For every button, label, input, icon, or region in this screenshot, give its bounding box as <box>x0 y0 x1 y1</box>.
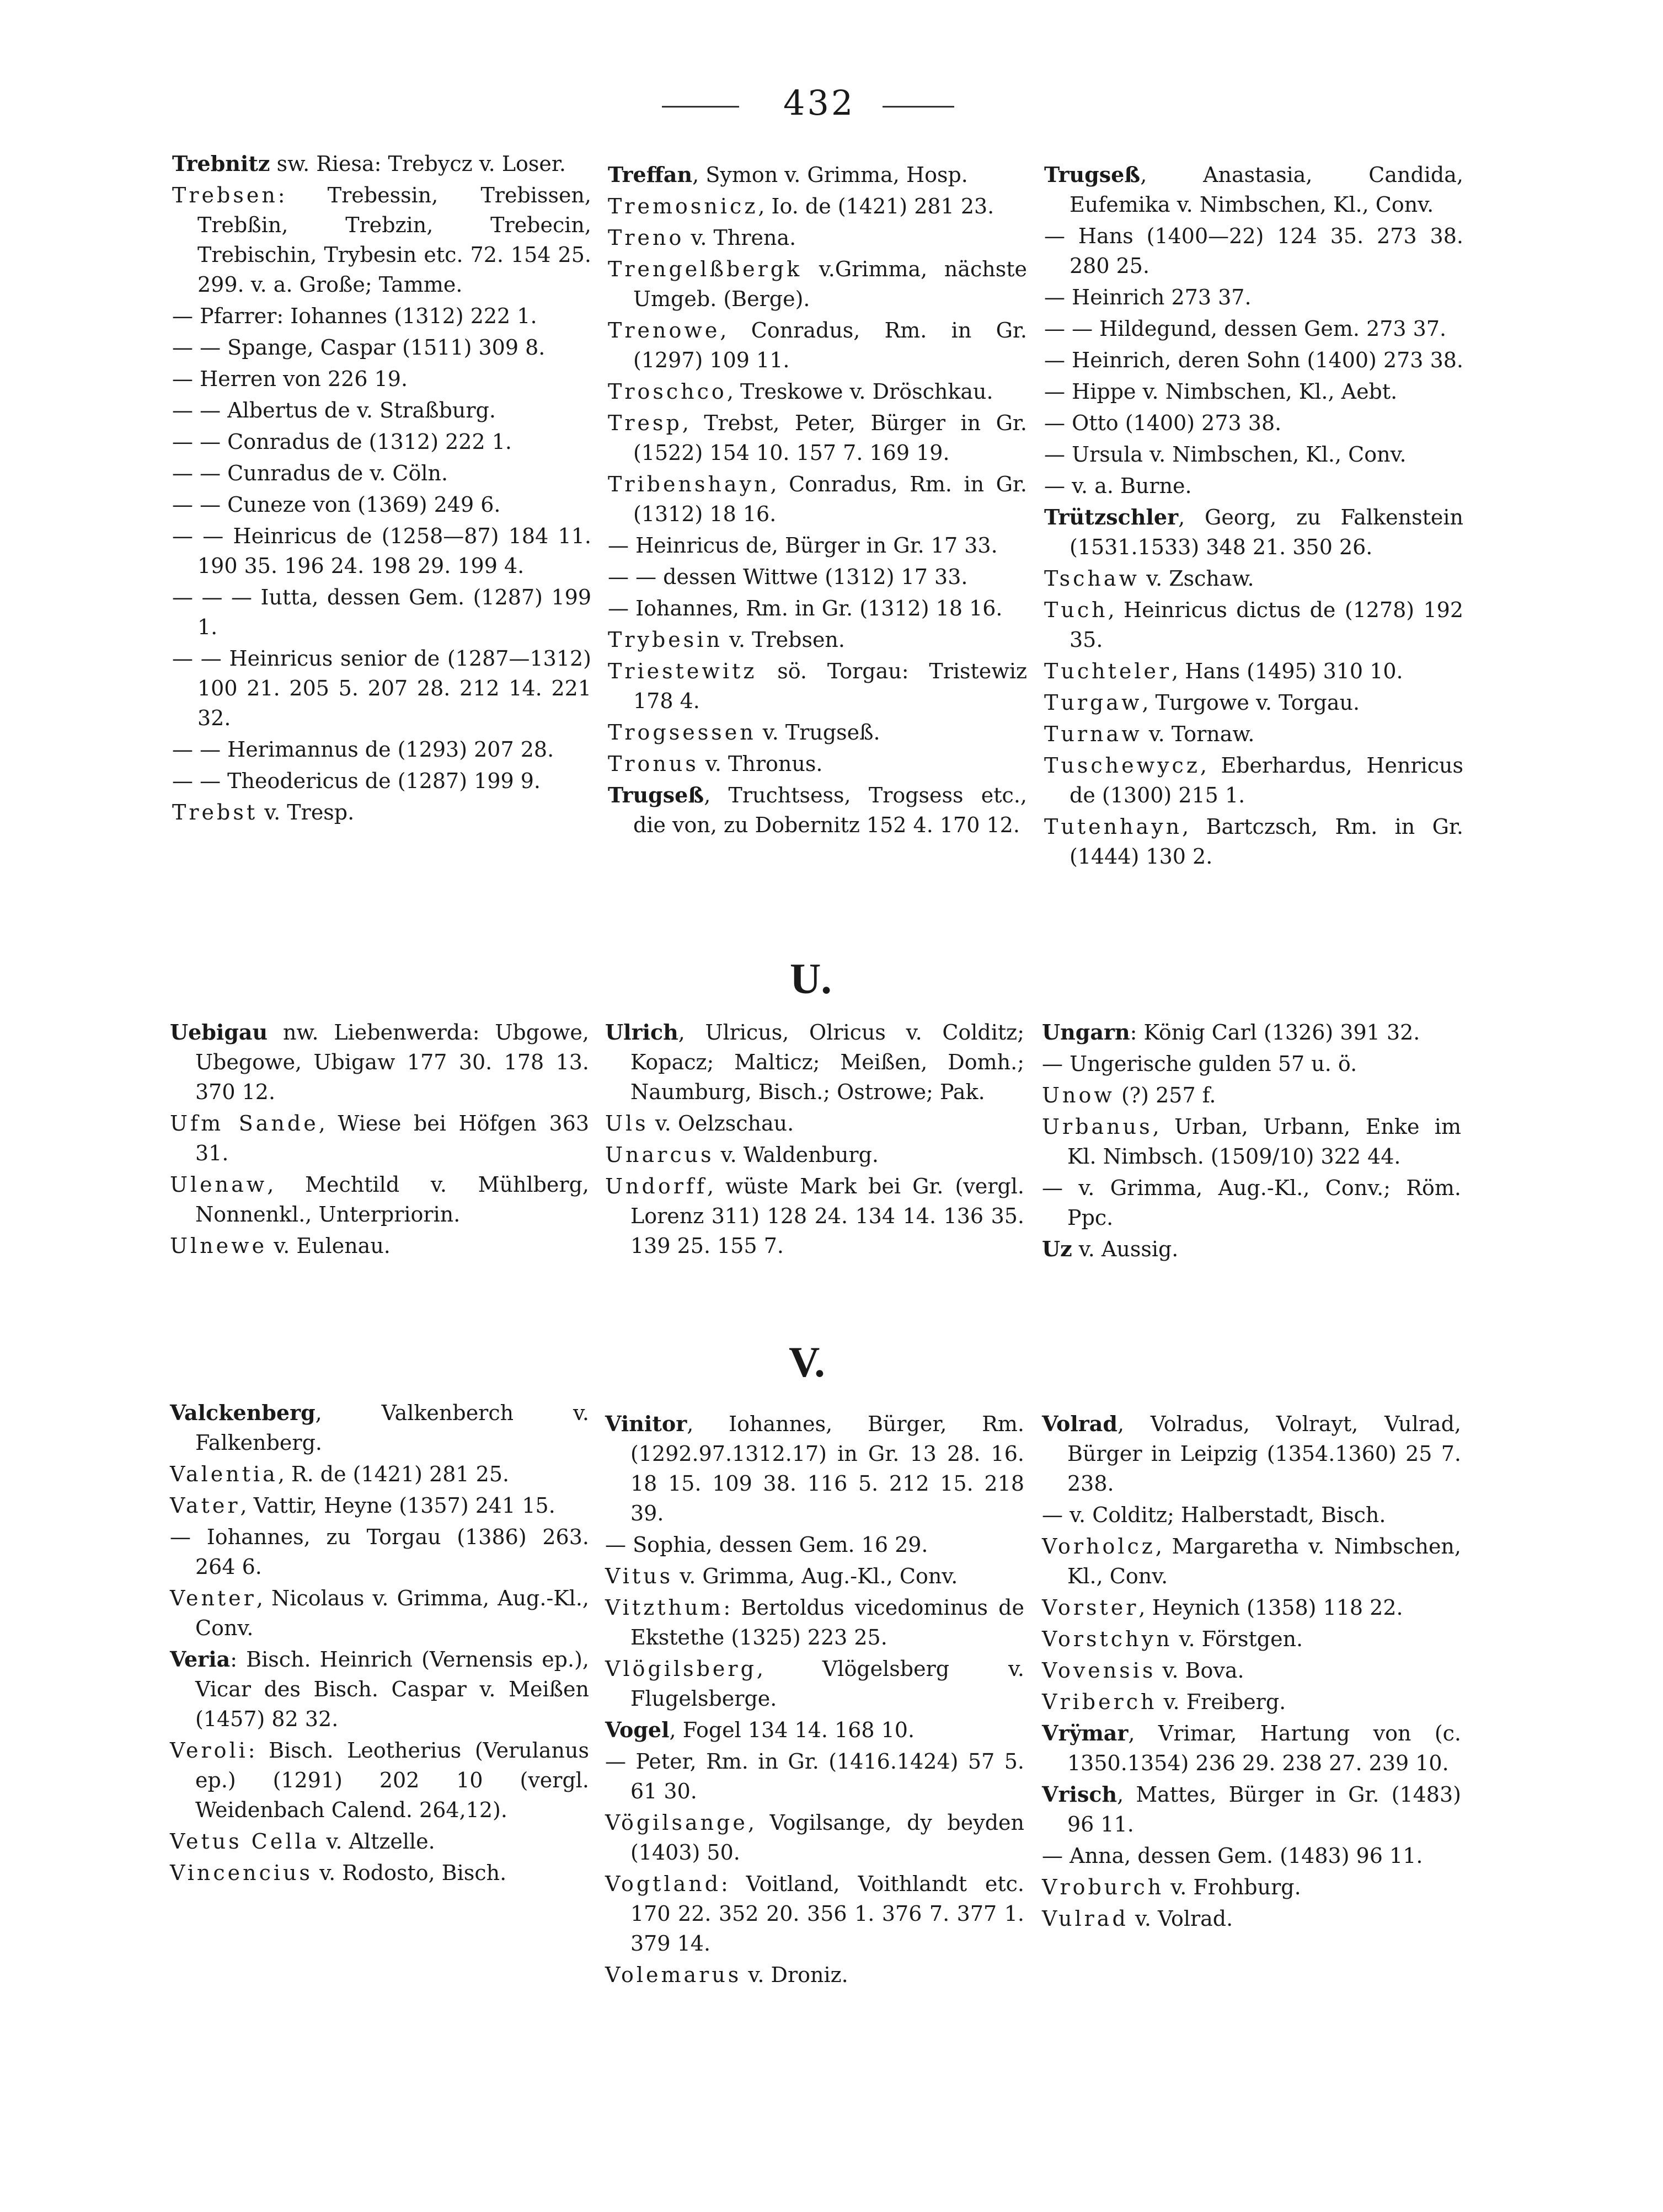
entry-text: v. Oelzschau. <box>648 1111 794 1136</box>
entry-text: v. Volrad. <box>1128 1906 1233 1931</box>
index-entry <box>605 1017 1024 1107</box>
entry-headword: Vogtland <box>605 1872 721 1896</box>
index-entry <box>170 1827 589 1856</box>
entry-text: , Wiese bei Höfgen 363 31. <box>195 1111 589 1165</box>
entry-headword: Vitzthum <box>605 1595 724 1620</box>
entry-text: , Heynich (1358) 118 22. <box>1138 1595 1403 1620</box>
entry-text: — — — Iutta, dessen Gem. (1287) 199 1. <box>172 585 591 639</box>
index-entry <box>170 1170 589 1229</box>
index-entry <box>1042 1531 1461 1591</box>
entry-text: — Herren von 226 19. <box>172 367 408 391</box>
page-header <box>0 83 1663 127</box>
index-entry <box>608 377 1027 406</box>
index-entry <box>172 490 591 519</box>
index-entry <box>172 364 591 394</box>
index-entry <box>605 1108 1024 1138</box>
entry-headword: Uz <box>1042 1236 1072 1261</box>
index-entry <box>1044 502 1463 562</box>
index-entry <box>608 656 1027 716</box>
index-column <box>1042 1017 1461 1266</box>
index-column <box>608 160 1027 842</box>
index-entry <box>1044 160 1463 219</box>
entry-text: — Ursula v. Nimbschen, Kl., Conv. <box>1044 442 1407 467</box>
index-entry <box>1042 1780 1461 1839</box>
entry-text: v. Rodosto, Bisch. <box>313 1861 507 1885</box>
entry-text: , Anastasia, Candida, Eufemika v. Nimbschen, Kl., Conv. <box>1070 163 1463 217</box>
entry-text: — Hippe v. Nimbschen, Kl., Aebt. <box>1044 379 1398 404</box>
index-entry <box>1044 221 1463 281</box>
entry-text: v. Trugseß. <box>756 720 880 745</box>
entry-headword: Ufm Sande <box>170 1111 319 1136</box>
entry-text: — — Heinricus senior de (1287—1312) 100 21. 205 5. 207 28. 212 14. 221 32. <box>172 646 591 730</box>
entry-text: — — Theodericus de (1287) 199 9. <box>172 769 541 793</box>
entry-text: — Peter, Rm. in Gr. (1416.1424) 57 5. 61 30. <box>605 1749 1024 1803</box>
entry-headword: Vovensis <box>1042 1658 1156 1683</box>
entry-text: sö. Torgau: Tristewiz 178 4. <box>633 659 1027 713</box>
entry-headword: Trebnitz <box>172 151 270 176</box>
entry-text: v. Tresp. <box>258 800 355 824</box>
index-entry <box>605 1747 1024 1806</box>
index-entry <box>172 458 591 488</box>
entry-text: — Pfarrer: Iohannes (1312) 222 1. <box>172 304 537 328</box>
index-entry <box>608 531 1027 560</box>
index-entry <box>605 1530 1024 1560</box>
entry-headword: Troschco <box>608 379 727 404</box>
index-column <box>605 1409 1024 1991</box>
index-entry <box>605 1171 1024 1261</box>
index-entry <box>170 1017 589 1107</box>
index-entry <box>608 223 1027 253</box>
entry-headword: Vlögilsberg <box>605 1657 757 1681</box>
entry-text: : Bisch. Leotherius (Verulanus ep.) (1291) 202 10 (vergl. Weidenbach Calend. 264,12). <box>195 1738 589 1822</box>
entry-text: (?) 257 f. <box>1114 1083 1216 1107</box>
entry-text: v. Aussig. <box>1072 1237 1179 1261</box>
index-entry <box>608 717 1027 747</box>
entry-headword: Trebsen <box>172 183 278 207</box>
index-entry <box>170 1398 589 1458</box>
index-entry <box>170 1108 589 1168</box>
index-entry <box>608 315 1027 375</box>
index-entry <box>170 1645 589 1734</box>
entry-text: : Bisch. Heinrich (Vernensis ep.), Vicar des Bisch. Caspar v. Meißen (1457) 82 32. <box>195 1647 589 1731</box>
entry-headword: Trengelßbergk <box>608 257 803 281</box>
index-entry <box>605 1140 1024 1170</box>
index-entry <box>170 1522 589 1582</box>
index-entry <box>608 191 1027 221</box>
entry-headword: Trugseß <box>608 783 704 807</box>
index-entry <box>1042 1624 1461 1654</box>
header-rule-right <box>883 106 954 108</box>
index-entry <box>172 644 591 733</box>
index-entry <box>172 180 591 299</box>
index-entry <box>1042 1017 1461 1047</box>
entry-headword: Vincencius <box>170 1861 313 1885</box>
entry-text: , wüste Mark bei Gr. (vergl. Lorenz 311) 128 24. 134 14. 136 35. 139 25. 155 7. <box>630 1174 1024 1258</box>
page-number: 432 <box>783 83 855 123</box>
entry-headword: Vorholcz <box>1042 1534 1156 1558</box>
entry-text: : Trebessin, Trebissen, Trebßin, Trebzin, Trebecin, Trebischin, Trybesin etc. 72. 154 25. 299. v. a. Große; Tamme. <box>197 183 591 297</box>
index-entry <box>172 427 591 457</box>
index-entry <box>1042 1080 1461 1110</box>
index-entry <box>1042 1112 1461 1171</box>
entry-text: , Nicolaus v. Grimma, Aug.-Kl., Conv. <box>195 1586 589 1640</box>
index-entry <box>605 1715 1024 1745</box>
index-entry <box>1044 345 1463 375</box>
index-entry <box>172 797 591 827</box>
index-entry <box>172 301 591 331</box>
entry-text: v. Tornaw. <box>1142 722 1255 746</box>
entry-text: — — Albertus de v. Straßburg. <box>172 398 496 422</box>
entry-text: — Heinrich 273 37. <box>1044 285 1252 309</box>
entry-headword: Volemarus <box>605 1963 742 1987</box>
header-rule-left <box>662 106 739 108</box>
entry-text: — — Cunradus de v. Cöln. <box>172 461 448 485</box>
index-entry <box>1044 408 1463 438</box>
entry-text: , Treskowe v. Dröschkau. <box>726 379 993 404</box>
entry-text: v.Grimma, nächste Umgeb. (Berge). <box>633 257 1027 311</box>
index-entry <box>172 395 591 425</box>
index-entry <box>1042 1593 1461 1622</box>
entry-headword: Trogsessen <box>608 720 756 745</box>
index-entry <box>608 593 1027 623</box>
entry-text: — Iohannes, Rm. in Gr. (1312) 18 16. <box>608 596 1003 620</box>
index-entry <box>1042 1841 1461 1871</box>
entry-headword: Trybesin <box>608 628 723 652</box>
entry-text: v. Waldenburg. <box>714 1143 879 1167</box>
entry-text: — — Hildegund, dessen Gem. 273 37. <box>1044 317 1447 341</box>
index-entry <box>608 749 1027 779</box>
entry-headword: Volrad <box>1042 1411 1117 1436</box>
index-entry <box>605 1409 1024 1528</box>
index-entry <box>170 1858 589 1888</box>
entry-text: — — Conradus de (1312) 222 1. <box>172 430 512 454</box>
entry-text: : König Carl (1326) 391 32. <box>1130 1020 1420 1045</box>
index-entry <box>1044 282 1463 312</box>
index-entry <box>170 1459 589 1489</box>
entry-text: , Conradus, Rm. in Gr. (1297) 109 11. <box>633 318 1027 372</box>
entry-headword: Turgaw <box>1044 690 1142 715</box>
index-entry <box>172 333 591 362</box>
index-entry <box>1042 1234 1461 1264</box>
entry-text: , Iohannes, Bürger, Rm. (1292.97.1312.17) in Gr. 13 28. 16. 18 15. 109 38. 116 5. 212 15. 218 39. <box>630 1412 1024 1525</box>
entry-headword: Trebst <box>172 800 258 824</box>
entry-text: v. Bova. <box>1156 1658 1244 1683</box>
entry-headword: Vogel <box>605 1717 670 1742</box>
entry-headword: Ulenaw <box>170 1172 268 1197</box>
index-entry <box>1044 656 1463 686</box>
entry-headword: Tronus <box>608 752 699 776</box>
entry-headword: Vinitor <box>605 1411 687 1436</box>
entry-text: , Turgowe v. Torgau. <box>1142 690 1360 715</box>
index-entry <box>608 160 1027 190</box>
index-entry <box>608 408 1027 468</box>
index-entry <box>605 1561 1024 1591</box>
index-entry <box>1044 751 1463 810</box>
index-entry <box>608 780 1027 840</box>
entry-text: — Sophia, dessen Gem. 16 29. <box>605 1533 928 1557</box>
entry-headword: Tribenshayn <box>608 472 771 496</box>
entry-headword: Unow <box>1042 1083 1115 1107</box>
index-entry <box>608 562 1027 592</box>
entry-text: nw. Liebenwerda: Ubgowe, Ubegowe, Ubigaw 177 30. 178 13. 370 12. <box>195 1020 589 1104</box>
index-column <box>1044 160 1463 873</box>
entry-text: , Mattes, Bürger in Gr. (1483) 96 11. <box>1067 1782 1461 1836</box>
entry-headword: Tutenhayn <box>1044 815 1183 839</box>
index-entry <box>608 469 1027 529</box>
entry-headword: Vorstchyn <box>1042 1627 1173 1651</box>
entry-headword: Ulnewe <box>170 1234 268 1258</box>
entry-headword: Vitus <box>605 1564 673 1588</box>
entry-headword: Valckenberg <box>170 1400 316 1425</box>
index-column <box>170 1017 589 1262</box>
entry-text: — Iohannes, zu Torgau (1386) 263. 264 6. <box>170 1525 589 1579</box>
entry-text: , Fogel 134 14. 168 10. <box>669 1718 915 1742</box>
entry-text: v. Grimma, Aug.-Kl., Conv. <box>673 1564 958 1588</box>
entry-text: : Bertoldus vicedominus de Ekstethe (1325) 223 25. <box>630 1595 1024 1649</box>
entry-text: , Bartczsch, Rm. in Gr. (1444) 130 2. <box>1070 815 1463 869</box>
entry-text: — Hans (1400—22) 124 35. 273 38. 280 25. <box>1044 224 1463 278</box>
entry-text: , Io. de (1421) 281 23. <box>758 194 994 218</box>
index-entry <box>172 735 591 764</box>
entry-text: , R. de (1421) 281 25. <box>277 1462 510 1486</box>
entry-headword: Valentia <box>170 1462 278 1486</box>
entry-text: , Heinricus dictus de (1278) 192 35. <box>1070 598 1463 652</box>
entry-headword: Turnaw <box>1044 722 1142 746</box>
index-entry <box>605 1808 1024 1867</box>
entry-headword: Vulrad <box>1042 1906 1129 1931</box>
entry-headword: Tschaw <box>1044 566 1140 591</box>
entry-headword: Tremosnicz <box>608 194 758 218</box>
entry-headword: Tuchteler <box>1044 659 1172 683</box>
entry-text: v. Altzelle. <box>319 1829 435 1854</box>
entry-text: , Vrimar, Hartung von (c. 1350.1354) 236 29. 238 27. 239 10. <box>1067 1721 1461 1775</box>
entry-text: v. Förstgen. <box>1172 1627 1303 1651</box>
index-column <box>605 1017 1024 1262</box>
entry-headword: Unarcus <box>605 1143 714 1167</box>
entry-headword: Trenowe <box>608 318 720 342</box>
entry-text: — — Cuneze von (1369) 249 6. <box>172 492 501 517</box>
entry-text: — — Spange, Caspar (1511) 309 8. <box>172 335 546 360</box>
entry-headword: Vater <box>170 1493 240 1518</box>
entry-headword: Treno <box>608 226 685 250</box>
entry-headword: Tresp <box>608 411 682 435</box>
entry-text: , Trebst, Peter, Bürger in Gr. (1522) 154 10. 157 7. 169 19. <box>633 411 1027 465</box>
entry-text: v. Freiberg. <box>1157 1690 1286 1714</box>
entry-text: , Vogilsange, dy beyden (1403) 50. <box>630 1811 1024 1865</box>
entry-text: , Margaretha v. Nimbschen, Kl., Conv. <box>1067 1534 1461 1588</box>
entry-text: — — dessen Wittwe (1312) 17 33. <box>608 565 968 589</box>
index-entry <box>1044 564 1463 593</box>
entry-text: — v. Grimma, Aug.-Kl., Conv.; Röm. Ppc. <box>1042 1176 1461 1230</box>
entry-headword: Urbanus <box>1042 1115 1153 1139</box>
index-entry <box>608 625 1027 655</box>
entry-headword: Vetus Cella <box>170 1829 320 1854</box>
index-entry <box>170 1736 589 1825</box>
index-entry <box>1044 719 1463 749</box>
index-entry <box>1042 1718 1461 1778</box>
index-entry <box>172 521 591 581</box>
index-entry <box>1044 314 1463 344</box>
entry-text: , Georg, zu Falkenstein (1531.1533) 348 21. 350 26. <box>1070 505 1463 559</box>
entry-headword: Uls <box>605 1111 649 1136</box>
entry-text: , Valkenberch v. Falkenberg. <box>195 1401 589 1455</box>
index-entry <box>605 1960 1024 1990</box>
entry-text: v. Frohburg. <box>1164 1875 1301 1899</box>
entry-text: — v. Colditz; Halberstadt, Bisch. <box>1042 1503 1386 1527</box>
entry-headword: Veria <box>170 1647 231 1672</box>
entry-text: : Voitland, Voithlandt etc. 170 22. 352 20. 356 1. 376 7. 377 1. 379 14. <box>630 1872 1024 1956</box>
entry-text: — Heinricus de, Bürger in Gr. 17 33. <box>608 533 998 558</box>
index-entry <box>1044 688 1463 717</box>
index-entry <box>172 766 591 796</box>
entry-text: , Vlögelsberg v. Flugelsberge. <box>630 1657 1024 1711</box>
entry-text: v. Trebsen. <box>722 628 845 652</box>
index-entry <box>170 1583 589 1643</box>
entry-headword: Tuschewycz <box>1044 753 1200 778</box>
index-column <box>170 1398 589 1889</box>
index-entry <box>1042 1173 1461 1233</box>
entry-text: , Ulricus, Olricus v. Colditz; Kopacz; Malticz; Meißen, Domh.; Naumburg, Bisch.; Ostrowe; Pak. <box>630 1020 1024 1104</box>
entry-text: , Eberhardus, Henricus de (1300) 215 1. <box>1070 753 1463 807</box>
index-entry <box>1042 1656 1461 1685</box>
index-column <box>1042 1409 1461 1935</box>
entry-text: v. Zschaw. <box>1140 566 1254 591</box>
section-heading-v: V. <box>789 1338 825 1386</box>
entry-text: — Heinrich, deren Sohn (1400) 273 38. <box>1044 348 1463 372</box>
entry-headword: Vrisch <box>1042 1782 1117 1807</box>
entry-text: — Anna, dessen Gem. (1483) 96 11. <box>1042 1844 1423 1868</box>
entry-headword: Vrÿmar <box>1042 1721 1129 1745</box>
entry-text: sw. Riesa: Trebycz v. Loser. <box>270 152 566 176</box>
index-entry <box>170 1491 589 1520</box>
entry-text: — Otto (1400) 273 38. <box>1044 411 1282 435</box>
index-entry <box>172 582 591 642</box>
entry-text: , Urban, Urbann, Enke im Kl. Nimbsch. (1509/10) 322 44. <box>1067 1115 1461 1169</box>
entry-text: v. Droniz. <box>741 1963 848 1987</box>
index-entry <box>605 1593 1024 1652</box>
entry-text: , Vattir, Heyne (1357) 241 15. <box>240 1493 555 1518</box>
entry-headword: Venter <box>170 1586 256 1610</box>
entry-headword: Tuch <box>1044 598 1108 622</box>
entry-headword: Vroburch <box>1042 1875 1164 1899</box>
entry-headword: Triestewitz <box>608 659 757 683</box>
entry-text: — Ungerische gulden 57 u. ö. <box>1042 1052 1357 1076</box>
index-entry <box>605 1654 1024 1713</box>
entry-text: , Mechtild v. Mühlberg, Nonnenkl., Unterpriorin. <box>195 1172 589 1226</box>
entry-headword: Ungarn <box>1042 1020 1130 1045</box>
entry-headword: Treffan <box>608 162 693 187</box>
index-entry <box>170 1231 589 1261</box>
index-column <box>172 149 591 829</box>
entry-headword: Uebigau <box>170 1020 268 1045</box>
entry-text: , Truchtsess, Trogsess etc., die von, zu Dobernitz 152 4. 170 12. <box>633 783 1027 837</box>
entry-headword: Vorster <box>1042 1595 1139 1620</box>
entry-headword: Trugseß <box>1044 162 1141 187</box>
entry-text: — — Herimannus de (1293) 207 28. <box>172 737 554 762</box>
entry-text: , Volradus, Volrayt, Vulrad, Bürger in Leipzig (1354.1360) 25 7. 238. <box>1067 1412 1461 1496</box>
entry-headword: Ulrich <box>605 1020 678 1045</box>
entry-headword: Veroli <box>170 1738 248 1763</box>
index-entry <box>1042 1049 1461 1079</box>
entry-text: v. Eulenau. <box>267 1234 391 1258</box>
index-entry <box>172 149 591 179</box>
entry-text: — — Heinricus de (1258—87) 184 11. 190 35. 196 24. 198 29. 199 4. <box>172 524 591 578</box>
index-entry <box>1042 1904 1461 1934</box>
index-entry <box>1044 377 1463 406</box>
entry-text: , Hans (1495) 310 10. <box>1172 659 1403 683</box>
entry-headword: Trützschler <box>1044 505 1179 529</box>
entry-headword: Vögilsange <box>605 1811 748 1835</box>
index-entry <box>605 1869 1024 1958</box>
index-entry <box>1044 595 1463 655</box>
section-heading-u: U. <box>790 955 832 1003</box>
index-entry <box>1042 1500 1461 1530</box>
entry-text: , Symon v. Grimma, Hosp. <box>692 163 968 187</box>
index-entry <box>1044 440 1463 469</box>
index-entry <box>1042 1409 1461 1498</box>
entry-text: , Conradus, Rm. in Gr. (1312) 18 16. <box>633 472 1027 526</box>
entry-text: v. Thronus. <box>698 752 823 776</box>
index-entry <box>608 254 1027 314</box>
index-entry <box>1042 1687 1461 1717</box>
entry-headword: Vriberch <box>1042 1690 1157 1714</box>
index-entry <box>1042 1872 1461 1902</box>
index-entry <box>1044 471 1463 501</box>
entry-headword: Undorff <box>605 1174 707 1198</box>
entry-text: — v. a. Burne. <box>1044 474 1192 498</box>
entry-text: v. Threna. <box>684 226 796 250</box>
index-entry <box>1044 812 1463 871</box>
